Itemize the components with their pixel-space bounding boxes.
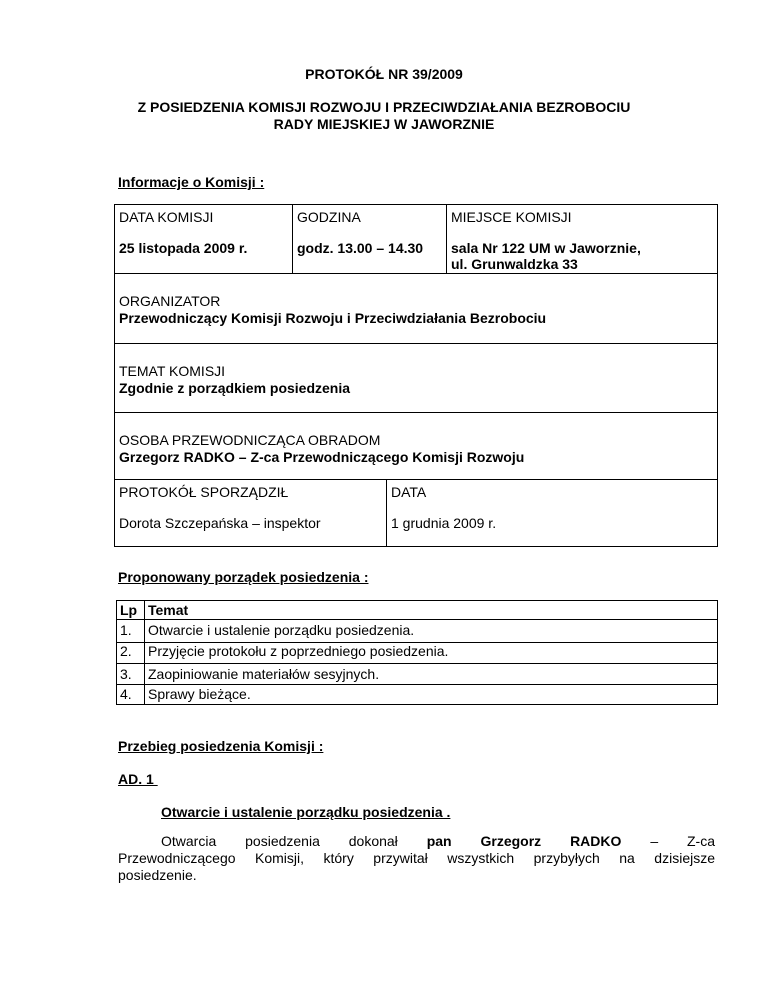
godzina-label: GODZINA bbox=[297, 209, 361, 225]
paragraph-line-1 bbox=[118, 833, 715, 850]
document-subtitle-line-2: RADY MIEJSKIEJ W JAWORZNIE bbox=[273, 116, 495, 132]
paragraph-line-2: Przewodniczącego Komisji, który przywitał wszystkich przybyłych na dzisiejsze bbox=[118, 850, 715, 866]
agenda-lp: 3. bbox=[120, 666, 132, 682]
miejsce-label: MIEJSCE KOMISJI bbox=[451, 209, 572, 225]
paragraph-line-3: posiedzenie. bbox=[118, 867, 197, 883]
agenda-lp: 1. bbox=[120, 622, 132, 638]
ad1-title: Otwarcie i ustalenie porządku posiedzenia . bbox=[161, 804, 451, 820]
paragraph-line-1-start: Otwarcia posiedzenia dokonał bbox=[161, 833, 398, 849]
godzina-value: godz. 13.00 – 14.30 bbox=[297, 240, 424, 256]
miejsce-value-line-2: ul. Grunwaldzka 33 bbox=[451, 256, 578, 272]
data-komisji-label: DATA KOMISJI bbox=[119, 209, 214, 225]
organizator-label: ORGANIZATOR bbox=[119, 293, 221, 309]
agenda-temat: Otwarcie i ustalenie porządku posiedzenia. bbox=[148, 622, 415, 638]
sporzadzil-value: Dorota Szczepańska – inspektor bbox=[119, 515, 321, 531]
data2-value: 1 grudnia 2009 r. bbox=[391, 515, 497, 531]
agenda-heading: Proponowany porządek posiedzenia : bbox=[118, 569, 369, 585]
document-title: PROTOKÓŁ NR 39/2009 bbox=[305, 66, 463, 82]
info-heading: Informacje o Komisji : bbox=[118, 174, 265, 190]
sporzadzil-label: PROTOKÓŁ SPORZĄDZIŁ bbox=[119, 484, 289, 500]
organizator-value: Przewodniczący Komisji Rozwoju i Przeciwdziałania Bezrobociu bbox=[119, 310, 547, 326]
agenda-header-lp: Lp bbox=[120, 602, 138, 618]
agenda-temat: Sprawy bieżące. bbox=[148, 686, 251, 702]
przebieg-heading: Przebieg posiedzenia Komisji : bbox=[118, 738, 324, 754]
paragraph-line-1-end: – Z-ca bbox=[650, 833, 715, 849]
document-subtitle-line-1: Z POSIEDZENIA KOMISJI ROZWOJU I PRZECIWDZIAŁANIA BEZROBOCIU bbox=[137, 99, 631, 115]
agenda-lp: 4. bbox=[120, 686, 132, 702]
data2-label: DATA bbox=[391, 484, 427, 500]
agenda-header-temat: Temat bbox=[148, 602, 189, 618]
agenda-lp: 2. bbox=[120, 643, 132, 659]
agenda-temat: Przyjęcie protokołu z poprzedniego posiedzenia. bbox=[148, 643, 449, 659]
temat-label: TEMAT KOMISJI bbox=[119, 363, 226, 379]
paragraph-line-1-name: pan Grzegorz RADKO bbox=[426, 833, 622, 849]
agenda-temat: Zaopiniowanie materiałów sesyjnych. bbox=[148, 666, 380, 682]
temat-value: Zgodnie z porządkiem posiedzenia bbox=[119, 380, 351, 396]
data-komisji-value: 25 listopada 2009 r. bbox=[119, 240, 248, 256]
osoba-value: Grzegorz RADKO – Z-ca Przewodniczącego Komisji Rozwoju bbox=[119, 449, 525, 465]
osoba-label: OSOBA PRZEWODNICZĄCA OBRADOM bbox=[119, 432, 381, 448]
miejsce-value-line-1: sala Nr 122 UM w Jaworznie, bbox=[451, 240, 641, 256]
ad1-label: AD. 1 bbox=[118, 771, 158, 787]
